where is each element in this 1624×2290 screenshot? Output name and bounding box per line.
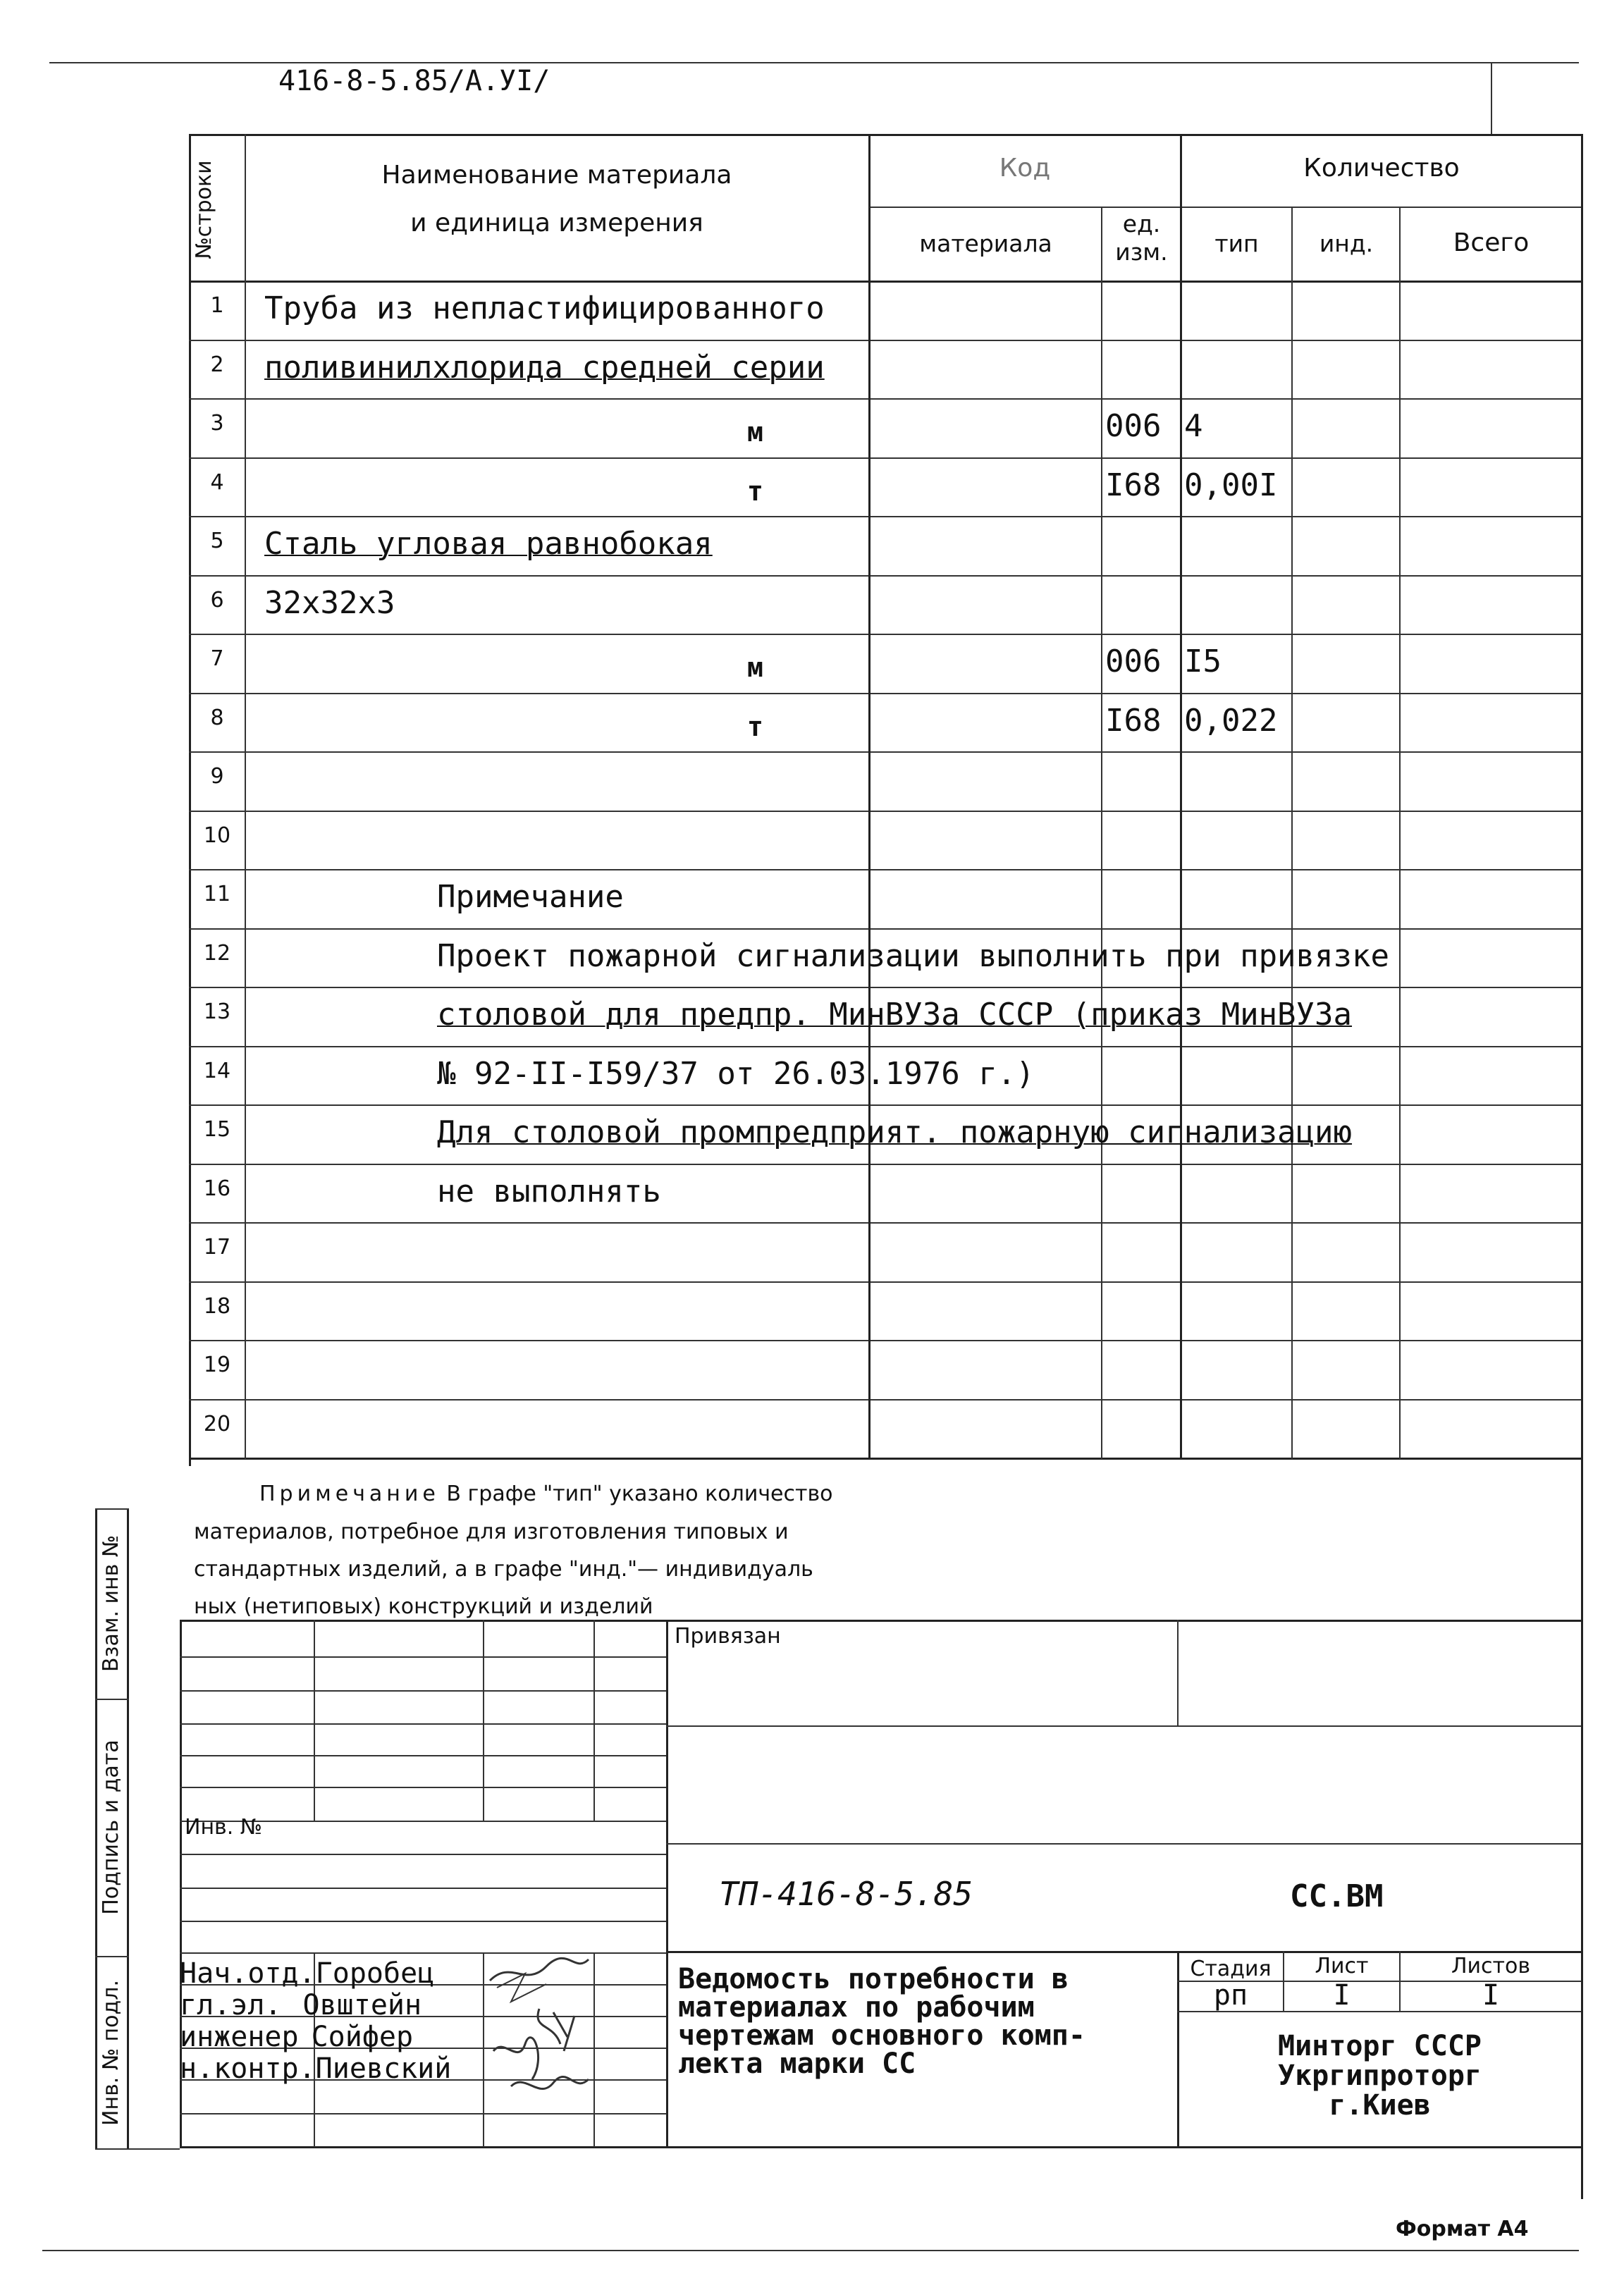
sig-col1 bbox=[314, 1620, 315, 1821]
side-strip-inner bbox=[127, 1508, 129, 2150]
stamp-bottom-line bbox=[180, 2146, 1583, 2148]
row-name: столовой для предпр. МинВУЗа СССР (приказ МинВУЗа bbox=[437, 997, 1353, 1033]
footnote-line1 bbox=[259, 1482, 833, 1506]
row-name: Проект пожарной сигнализации выполнить при привязке bbox=[437, 938, 1390, 974]
header-unit-line1: ед. bbox=[1122, 210, 1161, 238]
col-line-code bbox=[868, 134, 871, 1459]
row-unit-code: I68 bbox=[1105, 703, 1162, 739]
row-number: 20 bbox=[203, 1412, 231, 1436]
row-name: т bbox=[747, 476, 763, 507]
person-row-4 bbox=[180, 2052, 451, 2085]
sheets-value: I bbox=[1482, 1979, 1500, 2012]
header-name-line2: и единица измерения bbox=[410, 209, 703, 238]
row-number: 12 bbox=[203, 941, 231, 966]
person-2-name: Овштейн bbox=[302, 1989, 422, 2021]
row-name: м bbox=[747, 417, 763, 448]
sheet-value: I bbox=[1333, 1979, 1351, 2012]
frame-right-border bbox=[1581, 134, 1583, 2199]
row-name: Сталь угловая равнобокая bbox=[264, 526, 713, 562]
footnote-line4: ных (нетиповых) конструкций и изделий bbox=[194, 1594, 653, 1619]
row-name: Для столовой промпредприят. пожарную сигнализацию bbox=[437, 1114, 1353, 1150]
row-name: поливинилхлорида средней серии bbox=[264, 350, 825, 386]
col-line-qty bbox=[1180, 134, 1182, 1459]
title-line1: Ведомость потребности в bbox=[678, 1963, 1069, 1995]
header-unit-line2: изм. bbox=[1115, 238, 1168, 266]
sheets-label: Листов bbox=[1451, 1954, 1531, 1978]
row-line bbox=[189, 987, 1581, 988]
row-qty-type: 0,022 bbox=[1184, 703, 1278, 739]
row-number: 15 bbox=[203, 1117, 231, 1142]
row-line bbox=[189, 1046, 1581, 1047]
footnote-line1-text: В графе "тип" указано количество bbox=[439, 1482, 833, 1506]
row-number: 2 bbox=[210, 352, 224, 377]
row-line bbox=[189, 575, 1581, 577]
sig-col3 bbox=[593, 1620, 595, 1821]
sig-row-line bbox=[180, 1888, 666, 1889]
header-qty-ind: инд. bbox=[1319, 230, 1374, 257]
title-line2: материалах по рабочим bbox=[678, 1991, 1035, 2024]
row-number: 9 bbox=[210, 764, 224, 789]
table-top-line bbox=[189, 134, 1583, 136]
row-number: 13 bbox=[203, 999, 231, 1024]
person-3-name: Сойфер bbox=[311, 2021, 414, 2053]
sig-row-line bbox=[180, 1921, 666, 1922]
row-name: Труба из непластифицированного bbox=[264, 290, 825, 326]
row-line bbox=[189, 1340, 1581, 1341]
frame-bottom-line bbox=[42, 2250, 1579, 2251]
side-strip-div2 bbox=[95, 1956, 129, 1957]
row-line bbox=[189, 457, 1581, 459]
row-number: 19 bbox=[203, 1353, 231, 1377]
row-number: 3 bbox=[210, 411, 224, 436]
row-line bbox=[189, 928, 1581, 930]
row-line bbox=[189, 340, 1581, 341]
row-number: 5 bbox=[210, 529, 224, 553]
header-name-line1: Наименование материала bbox=[381, 161, 732, 190]
frame-left-border bbox=[189, 134, 191, 1466]
header-qty-total: Всего bbox=[1453, 228, 1530, 257]
project-mark: СС.ВМ bbox=[1290, 1878, 1384, 1914]
row-unit-code: 006 bbox=[1105, 408, 1162, 444]
side-strip-top bbox=[95, 1508, 129, 1510]
side-strip-bottom bbox=[95, 2148, 180, 2150]
header-mid-line bbox=[868, 207, 1581, 208]
row-line bbox=[189, 869, 1581, 870]
stamp-main-divider bbox=[666, 1620, 668, 2148]
col-line-total bbox=[1399, 207, 1401, 1459]
side-label-inv: Инв. № подл. bbox=[99, 1980, 123, 2126]
header-rownum: №строки bbox=[192, 160, 216, 259]
stage-value: рп bbox=[1213, 1979, 1248, 2012]
privyazan-label: Привязан bbox=[675, 1624, 781, 1649]
person-1-name: Горобец bbox=[315, 1957, 435, 1990]
document-code: 416-8-5.85/А.УI/ bbox=[278, 65, 550, 97]
project-code: ТП-416-8-5.85 bbox=[719, 1875, 973, 1913]
header-qty-type: тип bbox=[1214, 230, 1259, 257]
org-line2: Укргипроторг bbox=[1278, 2060, 1482, 2092]
row-name: м bbox=[747, 652, 763, 683]
person-3-role: инженер bbox=[180, 2021, 299, 2053]
row-line bbox=[189, 516, 1581, 517]
sig-row-line bbox=[180, 1854, 666, 1855]
row-line bbox=[189, 398, 1581, 400]
col-line-rownum bbox=[245, 134, 246, 1459]
row-number: 8 bbox=[210, 706, 224, 730]
row-number: 11 bbox=[203, 882, 231, 906]
person-row-3 bbox=[180, 2021, 413, 2053]
table-bottom-line bbox=[189, 1458, 1583, 1460]
row-name: 32х32х3 bbox=[264, 585, 395, 621]
header-code-group: Код bbox=[999, 154, 1051, 183]
person-4-role: н.контр. bbox=[180, 2052, 316, 2085]
org-line3: г.Киев bbox=[1329, 2089, 1431, 2122]
person-row-1 bbox=[180, 1957, 434, 1990]
row-qty-type: I5 bbox=[1184, 644, 1222, 679]
row-unit-code: I68 bbox=[1105, 467, 1162, 503]
stamp-top-line bbox=[180, 1620, 1583, 1622]
row-name: не выполнять bbox=[437, 1174, 661, 1209]
row-qty-type: 0,00I bbox=[1184, 467, 1278, 503]
person-2-role: гл.эл. bbox=[180, 1989, 282, 2021]
header-qty-group: Количество bbox=[1303, 154, 1460, 183]
sheet-label: Лист bbox=[1315, 1954, 1369, 1978]
privyazan-bottom bbox=[666, 1725, 1581, 1727]
signature-scribbles bbox=[483, 1945, 596, 2114]
stage-label: Стадия bbox=[1190, 1957, 1272, 1981]
footnote-lead: Примечание bbox=[259, 1482, 440, 1506]
row-number: 10 bbox=[203, 823, 231, 848]
title-line4: лекта марки СС bbox=[678, 2048, 916, 2080]
format-label: Формат А4 bbox=[1396, 2217, 1529, 2241]
person-row-2 bbox=[180, 1989, 422, 2021]
header-bottom-line bbox=[189, 281, 1583, 283]
row-name: № 92-II-I59/37 от 26.03.1976 г.) bbox=[437, 1056, 1035, 1092]
header-code-material: материала bbox=[919, 230, 1052, 257]
inv-no-label: Инв. № bbox=[185, 1815, 263, 1840]
row-number: 17 bbox=[203, 1235, 231, 1260]
row-line bbox=[189, 1164, 1581, 1165]
frame-top-line bbox=[49, 62, 1579, 63]
row-number: 18 bbox=[203, 1294, 231, 1319]
org-line1: Минторг СССР bbox=[1278, 2030, 1482, 2062]
row-number: 1 bbox=[210, 293, 224, 318]
person-4-name: Пиевский bbox=[315, 2052, 452, 2085]
row-line bbox=[189, 1104, 1581, 1106]
row-line bbox=[189, 1222, 1581, 1224]
footnote-line2: материалов, потребное для изготовления типовых и bbox=[194, 1520, 789, 1544]
side-strip-div1 bbox=[95, 1699, 129, 1700]
row-line bbox=[189, 634, 1581, 635]
code-row-top bbox=[666, 1843, 1581, 1845]
row-line bbox=[189, 1281, 1581, 1283]
code-row-bottom bbox=[666, 1951, 1581, 1953]
footnote-line3: стандартных изделий, а в графе "инд."— индивидуаль bbox=[194, 1557, 813, 1582]
row-number: 6 bbox=[210, 588, 224, 612]
frame-corner-tick bbox=[1491, 62, 1492, 136]
side-strip-left bbox=[95, 1508, 97, 2150]
row-name: Примечание bbox=[437, 879, 624, 915]
row-unit-code: 006 bbox=[1105, 644, 1162, 679]
row-qty-type: 4 bbox=[1184, 408, 1203, 444]
privyazan-divider bbox=[1177, 1620, 1179, 1725]
row-number: 16 bbox=[203, 1176, 231, 1201]
row-name: т bbox=[747, 711, 763, 742]
row-line bbox=[189, 811, 1581, 812]
side-label-vzam: Взам. инв № bbox=[99, 1534, 123, 1673]
row-number: 7 bbox=[210, 646, 224, 671]
row-number: 14 bbox=[203, 1059, 231, 1083]
col-line-unit bbox=[1101, 207, 1102, 1459]
title-line3: чертежам основного комп- bbox=[678, 2019, 1085, 2052]
side-label-podpis: Подпись и дата bbox=[99, 1740, 123, 1915]
sig-col2 bbox=[483, 1620, 484, 1821]
row-line bbox=[189, 1399, 1581, 1401]
col-line-ind bbox=[1291, 207, 1293, 1459]
row-line bbox=[189, 693, 1581, 694]
row-number: 4 bbox=[210, 470, 224, 495]
person-1-role: Нач.отд. bbox=[180, 1957, 316, 1990]
row-line bbox=[189, 751, 1581, 753]
